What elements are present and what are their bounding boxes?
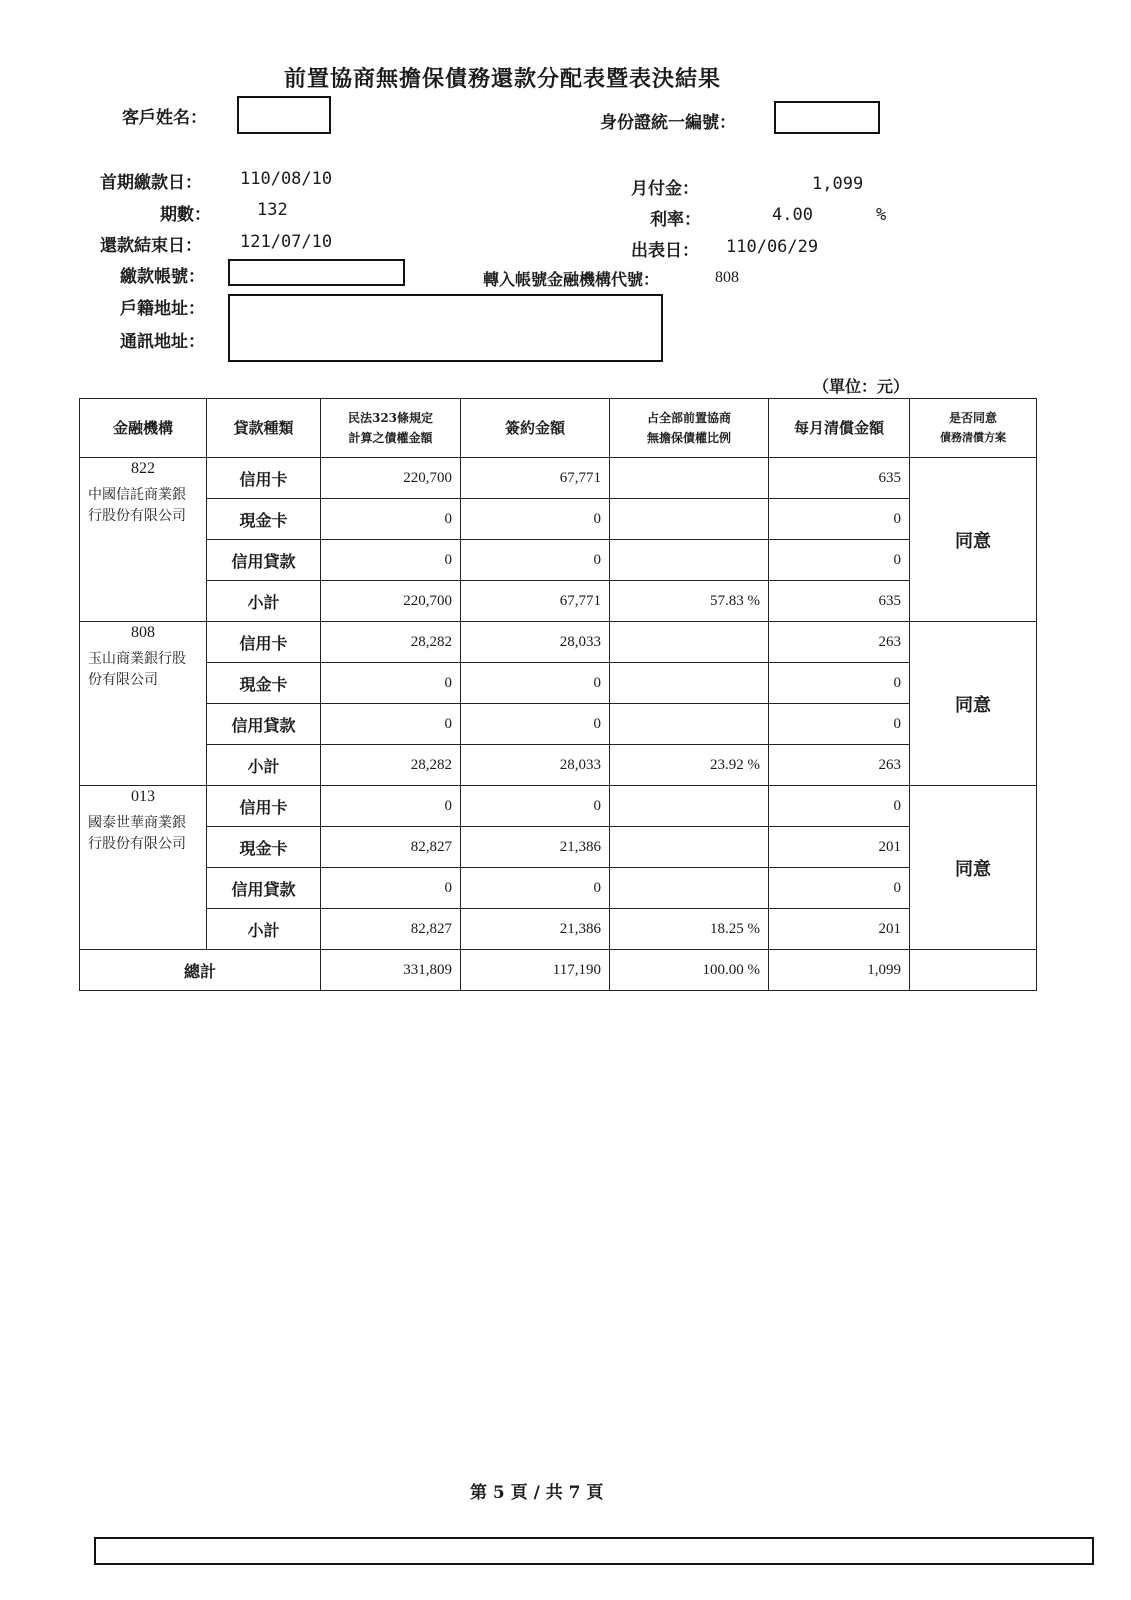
- claim-cell: 220,700: [321, 458, 461, 499]
- household-address-label: 戶籍地址：: [120, 299, 205, 319]
- claim-cell: 82,827: [321, 909, 461, 950]
- monthly-cell: 0: [769, 540, 910, 581]
- id-number-redacted-box: [774, 101, 880, 134]
- table-row: [80, 540, 1037, 581]
- monthly-cell: 0: [769, 663, 910, 704]
- ratio-cell: 18.25 %: [610, 909, 769, 950]
- loan-type-cell: 信用貸款: [207, 868, 321, 909]
- claim-cell: 0: [321, 499, 461, 540]
- table-row: [80, 827, 1037, 868]
- total-ratio: 100.00 %: [610, 950, 769, 991]
- unit-note: （單位：元）: [813, 377, 910, 396]
- loan-type-cell: 小計: [207, 909, 321, 950]
- monthly-payment-value: 1,099: [812, 174, 864, 194]
- table-row: [80, 868, 1037, 909]
- total-claim: 331,809: [321, 950, 461, 991]
- loan-type-cell: 現金卡: [207, 663, 321, 704]
- end-date-value: 121/07/10: [240, 232, 333, 252]
- periods-label: 期數：: [160, 205, 211, 225]
- signed-cell: 28,033: [461, 745, 610, 786]
- issue-date-label: 出表日：: [631, 241, 699, 261]
- claim-cell: 28,282: [321, 745, 461, 786]
- subtotal-row: [80, 745, 1037, 786]
- monthly-cell: 201: [769, 827, 910, 868]
- signed-cell: 0: [461, 663, 610, 704]
- table-row: [80, 622, 1037, 663]
- claim-cell: 0: [321, 868, 461, 909]
- id-number-label: 身份證統一編號：: [600, 113, 736, 133]
- interest-label: 利率：: [650, 210, 701, 230]
- institution-name: 中國信託商業銀行股份有限公司: [88, 487, 186, 524]
- header-agree-line2: 債務清償方案: [940, 431, 1006, 444]
- ratio-cell: [610, 458, 769, 499]
- monthly-cell: 635: [769, 458, 910, 499]
- claim-cell: 0: [321, 704, 461, 745]
- monthly-cell: 0: [769, 786, 910, 827]
- loan-type-cell: 信用卡: [207, 786, 321, 827]
- customer-name-label: 客戶姓名：: [122, 108, 207, 128]
- ratio-cell: [610, 827, 769, 868]
- signed-cell: 21,386: [461, 827, 610, 868]
- loan-type-cell: 小計: [207, 581, 321, 622]
- transfer-bank-label: 轉入帳號金融機構代號：: [483, 270, 660, 289]
- loan-type-cell: 信用卡: [207, 458, 321, 499]
- total-row: [80, 950, 1037, 991]
- ratio-cell: [610, 704, 769, 745]
- signed-cell: 0: [461, 704, 610, 745]
- agree-cell: 同意: [910, 622, 1037, 786]
- agree-cell: 同意: [910, 786, 1037, 950]
- header-claim-amount: [321, 399, 461, 458]
- monthly-cell: 263: [769, 622, 910, 663]
- signed-cell: 67,771: [461, 458, 610, 499]
- monthly-cell: 0: [769, 499, 910, 540]
- table-row: [80, 499, 1037, 540]
- institution-name: 國泰世華商業銀行股份有限公司: [88, 815, 186, 852]
- signed-cell: 0: [461, 540, 610, 581]
- interest-unit: %: [876, 205, 887, 225]
- interest-value: 4.00: [772, 205, 813, 225]
- claim-cell: 220,700: [321, 581, 461, 622]
- claim-cell: 82,827: [321, 827, 461, 868]
- first-payment-value: 110/08/10: [240, 169, 333, 189]
- account-label: 繳款帳號：: [120, 267, 205, 287]
- total-label: 總計: [80, 950, 321, 991]
- table-row: [80, 458, 1037, 499]
- institution-cell: [80, 458, 207, 622]
- ratio-cell: [610, 499, 769, 540]
- monthly-payment-label: 月付金：: [631, 179, 699, 199]
- loan-type-cell: 信用貸款: [207, 540, 321, 581]
- table-row: [80, 663, 1037, 704]
- header-agree-line1: 是否同意: [948, 411, 997, 425]
- claim-cell: 28,282: [321, 622, 461, 663]
- table-header-row: [80, 399, 1037, 458]
- ratio-cell: 57.83 %: [610, 581, 769, 622]
- monthly-cell: 263: [769, 745, 910, 786]
- allocation-table: [79, 398, 1037, 991]
- transfer-bank-value: 808: [715, 269, 739, 286]
- end-date-label: 還款結束日：: [100, 236, 202, 256]
- table-row: [80, 786, 1037, 827]
- institution-cell: [80, 786, 207, 950]
- first-payment-label: 首期繳款日：: [100, 173, 202, 193]
- document-title: 前置協商無擔保債務還款分配表暨表決結果: [284, 66, 722, 92]
- claim-cell: 0: [321, 786, 461, 827]
- loan-type-cell: 信用卡: [207, 622, 321, 663]
- header-ratio: [610, 399, 769, 458]
- institution-cell: [80, 622, 207, 786]
- ratio-cell: [610, 663, 769, 704]
- loan-type-cell: 小計: [207, 745, 321, 786]
- institution-name: 玉山商業銀行股份有限公司: [88, 651, 186, 688]
- monthly-cell: 635: [769, 581, 910, 622]
- header-claim-amount-line1: 民法323條規定: [347, 411, 434, 425]
- signed-cell: 0: [461, 499, 610, 540]
- monthly-cell: 0: [769, 868, 910, 909]
- institution-code: 013: [131, 788, 155, 805]
- institution-code: 808: [131, 624, 155, 641]
- signed-cell: 0: [461, 786, 610, 827]
- header-claim-amount-line2: 計算之債權金額: [348, 431, 433, 445]
- monthly-cell: 0: [769, 704, 910, 745]
- ratio-cell: [610, 786, 769, 827]
- total-monthly: 1,099: [769, 950, 910, 991]
- institution-code: 822: [131, 460, 155, 477]
- claim-cell: 0: [321, 540, 461, 581]
- loan-type-cell: 現金卡: [207, 499, 321, 540]
- subtotal-row: [80, 581, 1037, 622]
- header-loan-type: 貸款種類: [207, 399, 321, 458]
- total-agree-empty: [910, 950, 1037, 991]
- ratio-cell: [610, 540, 769, 581]
- header-signed-amount: 簽約金額: [461, 399, 610, 458]
- header-institution: 金融機構: [80, 399, 207, 458]
- header-agree: [910, 399, 1037, 458]
- periods-value: 132: [257, 200, 288, 220]
- ratio-cell: 23.92 %: [610, 745, 769, 786]
- page-footer: 第 5 頁 / 共 7 頁: [470, 1483, 604, 1503]
- loan-type-cell: 信用貸款: [207, 704, 321, 745]
- signed-cell: 67,771: [461, 581, 610, 622]
- customer-name-redacted-box: [237, 96, 331, 134]
- claim-cell: 0: [321, 663, 461, 704]
- monthly-cell: 201: [769, 909, 910, 950]
- subtotal-row: [80, 909, 1037, 950]
- signed-cell: 0: [461, 868, 610, 909]
- header-ratio-line2: 無擔保債權比例: [646, 431, 731, 445]
- loan-type-cell: 現金卡: [207, 827, 321, 868]
- ratio-cell: [610, 622, 769, 663]
- header-monthly: 每月清償金額: [769, 399, 910, 458]
- signed-cell: 21,386: [461, 909, 610, 950]
- table-row: [80, 704, 1037, 745]
- account-redacted-box: [228, 259, 405, 286]
- total-signed: 117,190: [461, 950, 610, 991]
- bottom-redacted-box: [94, 1537, 1094, 1565]
- ratio-cell: [610, 868, 769, 909]
- address-redacted-box: [228, 294, 663, 362]
- mail-address-label: 通訊地址：: [120, 332, 205, 352]
- agree-cell: 同意: [910, 458, 1037, 622]
- signed-cell: 28,033: [461, 622, 610, 663]
- header-ratio-line1: 占全部前置協商: [646, 411, 731, 425]
- issue-date-value: 110/06/29: [726, 237, 819, 257]
